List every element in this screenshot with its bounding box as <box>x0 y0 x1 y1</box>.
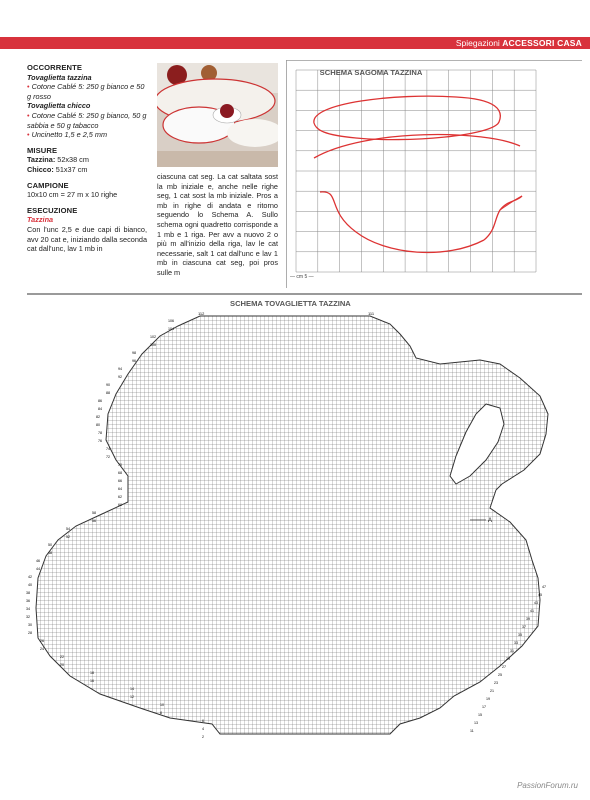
row-number-left: 30 <box>28 623 32 627</box>
item2-title: Tovaglietta chicco <box>27 101 91 111</box>
sagoma-title: SCHEMA SAGOMA TAZZINA <box>319 68 423 77</box>
row-number-left: 96 <box>132 359 136 363</box>
row-number-left: 64 <box>118 487 122 491</box>
row-number-left: 94 <box>118 367 122 371</box>
row-number-right: 15 <box>478 713 482 717</box>
instructions-column-1 <box>27 63 147 254</box>
row-number-right: 29 <box>506 657 510 661</box>
row-number-left: 38 <box>26 591 30 595</box>
row-number-right: 17 <box>482 705 486 709</box>
instructions-column-2: ciascuna cat seg. La cat saltata sost la mb iniziale e, anche nelle righe seg, 1 cat sost la mb iniziale. Pros a mb in righe di andata e ritorno seguendo lo Schema A. Sullo schema ogni quadretto corrisponde a 1 mb e 1 riga. Per avv a nuovo 2 o più m all'inizio della riga, lav le cat necessarie, salt 1 cat dall'unc e lav 1 mb in ciascuna cat seg, poi pros sulle m <box>157 172 278 277</box>
item2-line: • Uncinetto 1,5 e 2,5 mm <box>27 130 147 140</box>
row-number-left: 72 <box>106 455 110 459</box>
row-number-right: 25 <box>498 673 502 677</box>
row-number-right: 35 <box>518 633 522 637</box>
row-number-left: 32 <box>26 615 30 619</box>
row-number-left: 14 <box>130 687 134 691</box>
sagoma-grid <box>286 60 582 288</box>
item1-title: Tovaglietta tazzina <box>27 72 92 82</box>
top-number: 112 <box>198 311 205 316</box>
row-number-left: 86 <box>98 399 102 403</box>
header-title: ACCESSORI CASA <box>502 38 582 48</box>
row-number-left: 60 <box>118 503 122 507</box>
row-number-left: 26 <box>40 639 44 643</box>
row-number-left: 42 <box>28 575 32 579</box>
row-number-left: 18 <box>90 671 94 675</box>
row-number-right: 47 <box>542 585 546 589</box>
row-number-right: 39 <box>526 617 530 621</box>
row-number-left: 6 <box>202 719 204 723</box>
sample-heading: CAMPIONE <box>27 180 69 190</box>
row-number-left: 36 <box>26 599 30 603</box>
row-number-left: 10 <box>160 703 164 707</box>
row-number-right: 37 <box>522 625 526 629</box>
row-number-left: 8 <box>160 711 162 715</box>
execution-heading: ESECUZIONE <box>27 205 78 215</box>
measure-chicco: Chicco: 51x37 cm <box>27 164 88 174</box>
row-number-left: 52 <box>66 535 70 539</box>
top-number: 111 <box>368 311 375 316</box>
header-text <box>456 37 582 49</box>
row-number-left: 92 <box>118 375 122 379</box>
row-number-left: 50 <box>48 543 52 547</box>
row-number-left: 58 <box>92 511 96 515</box>
row-number-left: 48 <box>48 551 52 555</box>
row-number-left: 46 <box>36 559 40 563</box>
row-number-right: 19 <box>486 697 490 701</box>
row-number-left: 70 <box>118 463 122 467</box>
row-number-left: 82 <box>96 415 100 419</box>
row-number-left: 106 <box>168 319 174 323</box>
row-number-left: 44 <box>36 567 40 571</box>
product-photo <box>157 63 278 167</box>
row-number-left: 74 <box>106 447 110 451</box>
footer-watermark: PassionForum.ru <box>517 781 578 790</box>
row-number-left: 4 <box>202 727 204 731</box>
row-number-left: 34 <box>26 607 30 611</box>
materials-heading: OCCORRENTE <box>27 63 83 72</box>
header-section: Spiegazioni <box>455 38 500 48</box>
row-number-left: 40 <box>28 583 32 587</box>
row-number-left: 76 <box>98 439 102 443</box>
section-divider <box>27 293 582 295</box>
row-number-left: 84 <box>98 407 102 411</box>
header-bar <box>0 37 590 49</box>
row-number-left: 102 <box>150 335 156 339</box>
execution-text-1: Con l'unc 2,5 e due capi di bianco, avv 20 cat e, iniziando dalla seconda cat dall'unc, lav 1 mb in <box>27 224 147 254</box>
row-number-left: 2 <box>202 735 204 739</box>
row-number-left: 98 <box>132 351 136 355</box>
sagoma-scale: — cm 5 — <box>290 274 314 280</box>
row-number-left: 68 <box>118 471 122 475</box>
marker-a: A <box>488 518 493 524</box>
row-number-right: 31 <box>510 649 514 653</box>
row-number-left: 66 <box>118 479 122 483</box>
row-number-right: 43 <box>534 601 538 605</box>
item1-line: • Cotone Cablé 5: 250 g bianco e 50 g rosso <box>27 82 147 101</box>
row-number-right: 23 <box>494 681 498 685</box>
row-number-left: 56 <box>92 519 96 523</box>
sample-text: 10x10 cm = 27 m x 10 righe <box>27 190 118 200</box>
row-number-left: 88 <box>106 391 110 395</box>
tovaglietta-chart <box>0 308 590 748</box>
row-number-left: 20 <box>60 663 64 667</box>
tovaglietta-title: SCHEMA TOVAGLIETTA TAZZINA <box>230 299 351 308</box>
row-number-left: 54 <box>66 527 70 531</box>
execution-subheading: Tazzina <box>27 215 54 225</box>
row-number-right: 11 <box>470 729 474 733</box>
row-number-left: 90 <box>106 383 110 387</box>
schema-sagoma <box>286 60 582 288</box>
row-number-right: 33 <box>514 641 518 645</box>
measures-heading: MISURE <box>27 145 58 155</box>
row-number-left: 100 <box>150 343 156 347</box>
row-number-right: 13 <box>474 721 478 725</box>
row-number-left: 62 <box>118 495 122 499</box>
row-number-right: 21 <box>490 689 494 693</box>
row-number-right: 41 <box>530 609 534 613</box>
row-number-left: 104 <box>168 327 174 331</box>
row-number-right: 27 <box>502 665 506 669</box>
item2-line: • Cotone Cablé 5: 250 g bianco, 50 g sabbia e 50 g tabacco <box>27 111 147 130</box>
row-number-left: 28 <box>28 631 32 635</box>
row-number-right: 45 <box>538 593 542 597</box>
row-number-left: 22 <box>60 655 64 659</box>
row-number-left: 24 <box>40 647 44 651</box>
row-number-left: 16 <box>90 679 94 683</box>
row-number-left: 12 <box>130 695 134 699</box>
row-number-left: 80 <box>96 423 100 427</box>
row-number-left: 78 <box>98 431 102 435</box>
measure-tazzina: Tazzina: 52x38 cm <box>27 155 89 165</box>
cup-outline <box>36 316 548 734</box>
